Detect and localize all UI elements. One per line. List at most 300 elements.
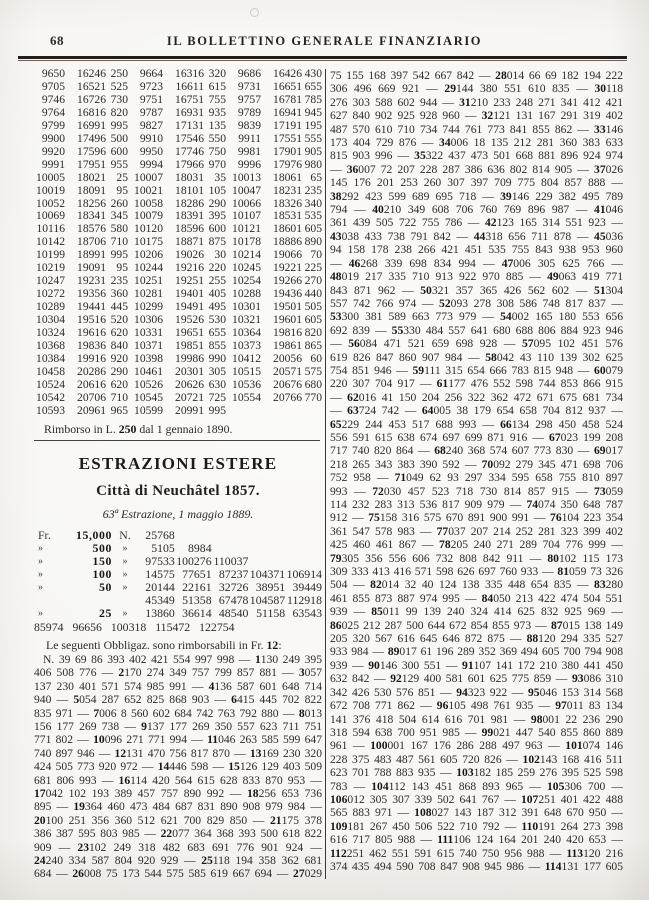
number-line: — 46268 339 698 834 994 — 47006 305 625 766 — <box>330 256 623 270</box>
table-cell: 290 <box>208 196 226 210</box>
prize-number-marker: » <box>122 569 128 581</box>
page-number: 68 <box>50 33 64 48</box>
prize-winning-number: 97533 <box>145 553 175 568</box>
table-cell: 320 <box>208 67 226 80</box>
table-cell: 600 <box>208 222 226 236</box>
number-line: 672 708 771 862 — 96105 498 761 935 — 97011 83 134 <box>330 699 623 713</box>
table-cell: 445 <box>110 300 128 314</box>
table-cell: 9746 <box>41 92 65 106</box>
table-cell: 20721 <box>175 390 204 404</box>
table-cell: 10121 <box>232 222 261 236</box>
table-cell: 9723 <box>139 79 163 93</box>
prize-winning-number: 25768 <box>145 527 175 542</box>
prize-amount: 15,000 <box>75 527 112 542</box>
table-cell: 10021 <box>134 183 163 197</box>
table-cell: 18061 <box>273 170 302 184</box>
table-cell: 620 <box>110 377 128 391</box>
number-line: 619 826 847 860 907 984 — 58042 43 110 139 302 625 <box>330 350 623 364</box>
table-cell: 550 <box>208 131 226 145</box>
table-cell: 260 <box>110 196 128 210</box>
table-cell: 19251 <box>175 274 204 288</box>
table-cell: 17546 <box>175 131 204 145</box>
prize-winning-number <box>212 542 249 555</box>
table-row <box>34 172 322 185</box>
redemption-note: Rimborso in L. 250 dal 1 gennaio 1890. <box>44 421 233 436</box>
table-cell: 990 <box>208 351 226 365</box>
number-line: N. 39 69 86 393 402 421 554 997 998 — 1130 249 395 <box>43 652 322 666</box>
number-line: 137 230 401 571 574 985 991 — 4136 587 601 648 714 <box>34 679 322 693</box>
table-cell: 955 <box>110 157 128 171</box>
table-cell: 18021 <box>77 170 106 184</box>
number-line: 75 155 168 397 542 667 842 — 28014 66 69 182 194 222 <box>330 69 623 82</box>
table-cell: 965 <box>110 403 128 417</box>
table-cell: 520 <box>110 313 128 327</box>
table-cell: 500 <box>110 131 128 145</box>
table-cell: 10254 <box>232 274 261 288</box>
table-cell: 840 <box>110 339 128 353</box>
table-cell: 16521 <box>77 79 106 93</box>
number-line: 740 897 946 — 12131 470 756 817 870 — 13169 230 320 <box>34 746 322 760</box>
number-line: 487 570 610 710 734 744 761 773 841 855 862 — 33146 <box>330 122 623 136</box>
table-cell: 19066 <box>273 248 302 262</box>
prize-winning-number: 20144 <box>145 580 175 595</box>
table-cell: 10373 <box>232 339 261 353</box>
table-cell: 250 <box>110 67 128 80</box>
table-cell: 235 <box>110 274 128 288</box>
table-cell: 995 <box>110 118 128 132</box>
table-cell: 17901 <box>273 144 302 158</box>
table-cell: 10175 <box>134 235 163 249</box>
number-line: 754 851 946 — 59111 315 654 666 783 815 948 — 60079 <box>330 363 623 377</box>
number-line: 205 320 567 616 645 646 872 875 — 88120 294 335 527 <box>330 632 623 646</box>
table-cell: 20616 <box>77 377 106 391</box>
number-line: 145 176 201 253 260 307 397 709 775 804 857 888 — <box>330 176 623 190</box>
table-cell: 865 <box>304 339 322 353</box>
table-cell: 16931 <box>175 105 204 119</box>
table-cell: 855 <box>208 339 226 353</box>
prize-number-marker: » <box>122 542 128 554</box>
table-cell: 730 <box>110 92 128 106</box>
table-cell: 605 <box>304 313 322 327</box>
prize-row <box>34 542 322 555</box>
prize-currency: » <box>38 582 43 594</box>
table-cell: 19526 <box>175 313 204 327</box>
table-cell: 20286 <box>77 364 106 378</box>
number-line: 141 376 418 504 614 616 701 981 — 98001 22 236 290 <box>330 712 623 726</box>
table-cell: 10368 <box>36 339 65 353</box>
number-line: 112251 462 551 591 615 740 750 956 988 — 113120 216 <box>330 846 623 860</box>
table-cell: 10536 <box>232 377 261 391</box>
number-line: 752 958 — 71049 62 93 297 334 595 658 755 810 897 <box>330 471 623 485</box>
table-cell: 10107 <box>232 209 261 223</box>
table-cell: 10384 <box>36 351 65 365</box>
table-cell: 16781 <box>273 92 302 106</box>
table-cell: 290 <box>110 364 128 378</box>
prize-winning-number: 13860 <box>145 606 175 621</box>
table-cell: 17551 <box>273 131 302 145</box>
prize-winning-number: 32726 <box>218 580 249 595</box>
table-cell: 225 <box>304 261 322 275</box>
table-cell: 10245 <box>232 261 261 275</box>
table-cell: 9910 <box>139 131 163 145</box>
table-row <box>34 81 322 94</box>
number-line: 276 303 588 602 944 — 31210 233 248 271 341 412 421 <box>330 95 623 109</box>
table-cell: 10199 <box>36 248 65 262</box>
table-cell: 20571 <box>273 364 302 378</box>
table-cell: 95 <box>116 261 128 275</box>
number-line: 424 505 773 920 972 — 14446 598 — 15126 129 403 509 <box>34 760 322 774</box>
table-cell: 10324 <box>36 326 65 340</box>
prize-number-marker: » <box>122 555 128 567</box>
table-cell: 785 <box>304 92 322 106</box>
prize-amount: 25 <box>99 606 112 621</box>
right-column <box>330 67 623 885</box>
number-line: 632 842 — 92129 400 581 601 625 775 859 — 93086 310 <box>330 672 623 686</box>
table-cell: 10331 <box>134 326 163 340</box>
number-line: 309 333 413 416 571 598 626 697 760 933 — 81059 73 326 <box>330 565 623 579</box>
table-cell: 16991 <box>77 118 106 132</box>
table-cell: 770 <box>304 390 322 404</box>
prize-winning-number: 36614 <box>182 606 212 621</box>
prize-table <box>34 529 322 621</box>
section-divider-rule <box>34 440 320 441</box>
table-cell: 19651 <box>175 326 204 340</box>
table-cell: 17951 <box>77 157 106 171</box>
obligations-note: Le seguenti Obbligaz. sono rimborsabili in Fr. 12: <box>46 637 282 652</box>
table-cell: 220 <box>208 261 226 275</box>
table-cell: 9900 <box>41 131 65 145</box>
table-cell: 19851 <box>175 339 204 353</box>
table-cell: 9827 <box>139 118 163 132</box>
table-cell: 18101 <box>175 183 204 197</box>
table-cell: 10272 <box>36 287 65 301</box>
journal-title: IL BOLLETTINO GENERALE FINANZIARIO <box>166 34 483 48</box>
prize-currency: » <box>38 569 43 581</box>
table-cell: 16246 <box>77 67 106 80</box>
prize-number-marker: » <box>122 582 128 594</box>
table-row <box>34 68 322 81</box>
number-line: 38292 423 599 689 695 718 — 39146 229 382 495 789 <box>330 189 623 203</box>
table-cell: 18991 <box>77 248 106 262</box>
column-divider-rule <box>325 69 326 879</box>
prize-winning-number: 22161 <box>182 580 212 595</box>
number-line: 318 594 638 700 951 985 — 99021 447 540 855 860 889 <box>330 725 623 739</box>
table-cell: 25 <box>116 170 128 184</box>
number-line: 342 426 530 576 851 — 94323 922 — 95046 153 314 568 <box>330 685 623 699</box>
table-cell: 18596 <box>175 222 204 236</box>
number-line: 109181 267 450 506 522 710 792 — 110191 264 273 398 <box>330 819 623 833</box>
table-cell: 10526 <box>134 377 163 391</box>
table-row <box>34 120 322 133</box>
table-cell: 10542 <box>36 390 65 404</box>
table-cell: 10206 <box>134 248 163 262</box>
table-cell <box>226 405 261 418</box>
table-cell: 9764 <box>41 105 65 119</box>
prize-winning-number: 45349 <box>145 593 175 608</box>
prize-winning-number: 110037 <box>213 553 249 568</box>
number-line: 940 — 5054 287 652 825 868 903 — 6415 445 702 822 <box>34 693 322 707</box>
table-cell: 9731 <box>237 79 261 93</box>
number-line: 17042 102 193 389 457 757 890 992 — 18256 653 736 <box>34 786 322 800</box>
table-cell: 820 <box>304 326 322 340</box>
table-cell: 18341 <box>77 209 106 223</box>
number-line: 939 — 85011 99 139 240 324 414 625 832 925 969 — <box>330 605 623 619</box>
table-cell: 135 <box>208 118 226 132</box>
table-cell: 10321 <box>232 313 261 327</box>
table-cell: 17191 <box>273 118 302 132</box>
table-cell: 20991 <box>175 403 204 417</box>
table-cell: 750 <box>208 144 226 158</box>
table-cell: 9757 <box>237 92 261 106</box>
number-line: 106012 305 307 339 502 641 767 — 107251 401 422 488 <box>330 792 623 806</box>
table-row <box>34 353 322 366</box>
table-cell: 725 <box>208 390 226 404</box>
prize-row <box>34 529 322 542</box>
table-cell: 18391 <box>175 209 204 223</box>
table-cell: 19986 <box>175 351 204 365</box>
table-cell: 710 <box>110 390 128 404</box>
table-cell: 10052 <box>36 196 65 210</box>
table-cell: 430 <box>304 67 322 80</box>
number-line: — 56084 471 521 659 698 928 — 57095 102 451 576 <box>330 337 623 351</box>
table-cell: 530 <box>208 313 226 327</box>
prize-row <box>34 607 322 620</box>
prize-number-marker: » <box>122 608 128 620</box>
table-cell: 10116 <box>36 222 65 236</box>
table-cell: 10524 <box>36 377 65 391</box>
table-cell: 16316 <box>175 67 204 80</box>
number-line: 173 404 729 876 — 34006 18 135 212 281 360 383 633 <box>330 136 623 150</box>
table-cell: 525 <box>110 79 128 93</box>
prize-winning-number <box>248 529 285 542</box>
city-heading: Città di Neuchâtel 1857. <box>96 482 260 499</box>
table-cell: 19436 <box>273 287 302 301</box>
section-heading: ESTRAZIONI ESTERE <box>78 453 278 473</box>
table-cell: 20766 <box>273 390 302 404</box>
table-cell: 10079 <box>134 209 163 223</box>
table-cell: 615 <box>208 79 226 93</box>
table-cell: 235 <box>304 183 322 197</box>
number-line: 425 460 461 867 — 78205 240 271 289 704 776 999 — <box>330 538 623 552</box>
prize-currency: » <box>38 555 43 567</box>
table-cell: 20301 <box>175 364 204 378</box>
table-cell: 9991 <box>41 157 65 171</box>
table-cell: 19401 <box>175 287 204 301</box>
prize-winning-number <box>248 542 285 555</box>
table-row <box>34 405 322 418</box>
prize-winning-number: 67478 <box>218 593 249 608</box>
prize-winning-number: 104371 <box>249 567 286 582</box>
table-cell: 270 <box>304 274 322 288</box>
number-line: 681 806 993 — 16114 420 564 615 628 833 870 953 — <box>34 773 322 787</box>
table-cell: 19501 <box>273 300 302 314</box>
table-cell: 10013 <box>232 170 261 184</box>
table-cell: 20706 <box>77 390 106 404</box>
table-cell: 9996 <box>237 157 261 171</box>
table-cell: 995 <box>110 248 128 262</box>
table-cell: 580 <box>110 222 128 236</box>
prize-winning-number <box>212 529 249 542</box>
table-row <box>34 185 322 198</box>
prize-winning-number: 77651 <box>182 567 212 582</box>
table-cell: 10304 <box>36 313 65 327</box>
table-cell: 360 <box>110 287 128 301</box>
number-line: 794 — 40210 349 608 706 760 769 896 987 — 41046 <box>330 203 623 217</box>
number-line: 961 — 100001 167 176 286 288 497 963 — 101074 146 <box>330 739 623 753</box>
number-line: 361 547 578 983 — 77037 207 214 252 281 323 399 402 <box>330 524 623 538</box>
table-cell: 10364 <box>232 326 261 340</box>
table-cell: 19616 <box>77 326 106 340</box>
table-cell: 65 <box>310 170 322 184</box>
table-cell: 10142 <box>36 235 65 249</box>
table-cell: 10047 <box>232 183 261 197</box>
table-row <box>34 133 322 146</box>
table-cell: 10306 <box>134 313 163 327</box>
table-cell: 10069 <box>36 209 65 223</box>
table-cell: 10515 <box>232 364 261 378</box>
table-cell: 9839 <box>237 118 261 132</box>
page-header <box>0 0 649 56</box>
table-cell: 10120 <box>134 222 163 236</box>
table-cell: 18531 <box>273 209 302 223</box>
number-line: 627 840 902 925 928 960 — 32121 131 167 291 319 402 <box>330 109 623 123</box>
table-cell: 19091 <box>77 261 106 275</box>
table-cell: 18871 <box>175 235 204 249</box>
table-cell: 10458 <box>36 364 65 378</box>
left-column <box>34 67 322 885</box>
number-line: 912 — 75158 316 575 670 891 900 991 — 76104 223 354 <box>330 511 623 525</box>
number-line: 933 984 — 89017 61 196 289 352 369 494 605 700 794 908 <box>330 645 623 659</box>
number-line: — 36007 72 207 228 287 386 636 802 814 905 — 37026 <box>330 162 623 176</box>
prize-currency: Fr. <box>38 527 51 542</box>
table-cell: 17596 <box>77 144 106 158</box>
number-line: 843 871 962 — 50321 357 365 426 562 602 — 51304 <box>330 283 623 297</box>
table-cell: 9920 <box>41 144 65 158</box>
table-cell: 9664 <box>139 67 163 80</box>
prize-winning-number <box>175 529 212 542</box>
table-cell: 18231 <box>273 183 302 197</box>
table-cell: 16751 <box>175 92 204 106</box>
number-line: 895 — 19364 460 473 484 687 831 890 908 979 984 — <box>34 800 322 814</box>
table-cell: 10214 <box>232 248 261 262</box>
table-cell: 345 <box>110 209 128 223</box>
number-line: 692 839 — 55330 484 557 641 680 688 806 884 923 946 <box>330 323 623 337</box>
number-line: 557 742 766 974 — 52093 278 308 586 748 817 837 — <box>330 296 623 310</box>
prize-winning-number: 112918 <box>287 593 322 608</box>
table-cell: 10301 <box>232 300 261 314</box>
number-line: 86025 212 287 500 644 672 854 855 973 — 87015 138 149 <box>330 618 623 632</box>
number-line: 43038 433 738 791 842 — 44318 656 711 878 — 45036 <box>330 229 623 243</box>
table-cell: 10289 <box>36 300 65 314</box>
table-cell: 19231 <box>77 274 106 288</box>
table-row <box>34 146 322 159</box>
number-line: 771 802 — 10096 271 771 994 — 11046 263 585 599 647 <box>34 733 322 747</box>
table-cell: 9787 <box>139 105 163 119</box>
table-cell: 555 <box>304 131 322 145</box>
obligation-numbers-right <box>330 69 623 873</box>
table-cell: 710 <box>110 235 128 249</box>
table-cell: 18326 <box>273 196 302 210</box>
number-line: 306 496 669 921 — 29144 380 551 610 835 — 30118 <box>330 82 623 96</box>
table-cell: 35 <box>214 170 226 184</box>
table-row <box>34 379 322 392</box>
number-line: 835 971 — 7006 8 560 602 684 742 763 792 880 — 8013 <box>34 706 322 720</box>
table-cell: 19491 <box>175 300 204 314</box>
number-line: 53300 381 589 663 773 979 — 54002 165 180 553 656 <box>330 310 623 324</box>
prize-amount: 100 <box>92 567 112 582</box>
table-cell: 505 <box>304 300 322 314</box>
number-line: 717 740 820 864 — 68240 368 574 607 773 830 — 69017 <box>330 444 623 458</box>
table-cell: 60 <box>310 351 322 365</box>
number-line: 79305 356 556 606 732 808 842 911 — 80102 115 173 <box>330 551 623 565</box>
prize-amount: 50 <box>99 580 112 595</box>
table-cell: 935 <box>208 105 226 119</box>
table-cell: 10281 <box>134 287 163 301</box>
table-cell: 10247 <box>36 274 65 288</box>
table-cell: 10545 <box>134 390 163 404</box>
table-cell: 17966 <box>175 157 204 171</box>
prize-overflow-line: 85974 96656 100318 115472 122754 <box>34 620 235 635</box>
table-row <box>34 94 322 107</box>
number-line: — 62016 41 150 204 256 322 362 472 671 675 681 734 <box>330 390 623 404</box>
table-cell: 755 <box>208 92 226 106</box>
table-cell: 10288 <box>232 287 261 301</box>
number-line: 815 903 996 — 35322 437 473 501 668 881 896 924 974 <box>330 149 623 163</box>
prize-currency: » <box>38 608 43 620</box>
prize-currency: » <box>38 542 43 554</box>
table-cell: 10461 <box>134 364 163 378</box>
number-line: 909 — 23102 249 318 482 683 691 776 901 924 — <box>34 840 322 854</box>
table-cell: 600 <box>110 144 128 158</box>
number-line: 228 375 483 487 561 605 720 826 — 102143 168 416 511 <box>330 752 623 766</box>
table-cell: 305 <box>208 364 226 378</box>
table-cell: 18576 <box>77 222 106 236</box>
number-line: 406 508 776 — 2170 274 349 757 799 857 881 — 3057 <box>34 666 322 680</box>
number-line: 20100 251 356 360 512 621 700 829 850 — 21175 378 <box>34 813 322 827</box>
table-cell: 980 <box>304 157 322 171</box>
drawing-numbers-table <box>34 67 322 418</box>
table-row <box>34 392 322 405</box>
number-line: 386 387 595 803 985 — 22077 364 368 393 500 618 822 <box>34 827 322 841</box>
table-cell: 18286 <box>175 196 204 210</box>
table-cell: 9950 <box>139 144 163 158</box>
number-line: 616 717 805 988 — 111106 124 164 201 240 420 653 — <box>330 833 623 847</box>
table-cell: 10599 <box>134 403 163 417</box>
table-cell: 19026 <box>175 248 204 262</box>
table-cell: 20961 <box>77 403 106 417</box>
table-cell: 395 <box>208 209 226 223</box>
table-cell: 19836 <box>77 339 106 353</box>
table-cell: 10554 <box>232 390 261 404</box>
number-line: 556 591 615 638 674 697 699 871 916 — 67023 199 208 <box>330 430 623 444</box>
number-line: — 63724 742 — 64005 38 179 654 658 704 812 937 — <box>330 404 623 418</box>
number-line: 939 — 90146 300 551 — 91107 141 172 210 380 441 450 <box>330 658 623 672</box>
table-cell: 10219 <box>36 261 65 275</box>
table-cell: 10066 <box>232 196 261 210</box>
table-cell: 19356 <box>77 287 106 301</box>
table-cell: 18706 <box>77 235 106 249</box>
table-cell: 10007 <box>134 170 163 184</box>
table-cell: 10005 <box>36 170 65 184</box>
prize-winning-number <box>285 542 322 555</box>
number-line: 684 — 26008 75 173 544 575 585 619 667 694 — 27029 <box>34 867 322 881</box>
table-cell: 95 <box>116 183 128 197</box>
table-cell: 19266 <box>273 274 302 288</box>
table-cell: 440 <box>304 287 322 301</box>
table-cell: 10019 <box>36 183 65 197</box>
prize-winning-number: 14575 <box>145 567 175 582</box>
table-cell: 10244 <box>134 261 163 275</box>
